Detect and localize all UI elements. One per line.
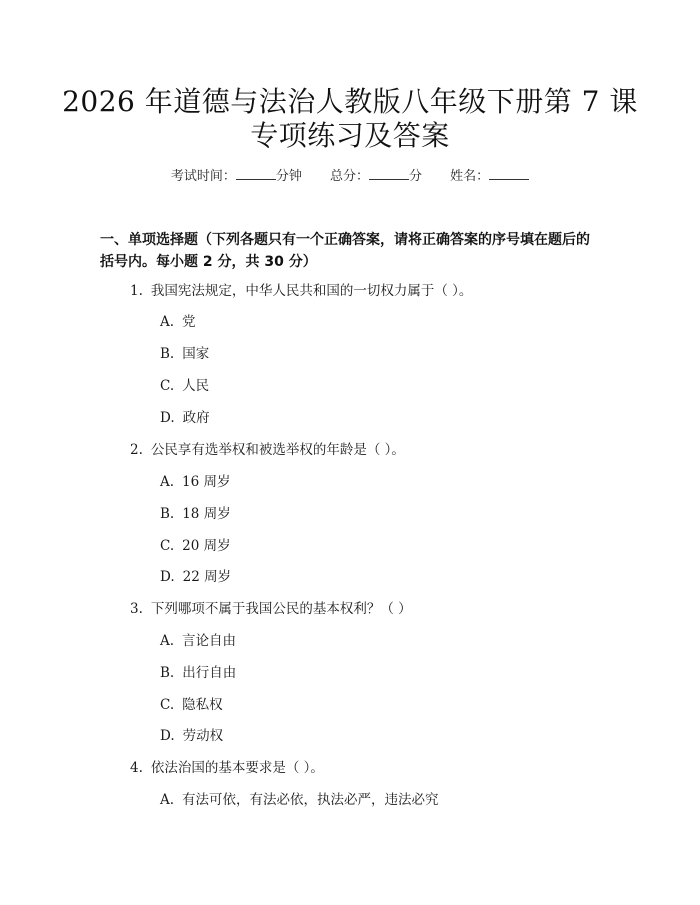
- option-a: [160, 791, 439, 809]
- option-d: [160, 568, 231, 586]
- option-letter: C.: [160, 538, 175, 554]
- total-score-blank: [369, 168, 409, 180]
- option-text: 16 周岁: [182, 474, 231, 490]
- option-letter: B.: [160, 346, 175, 362]
- question-number: 2.: [130, 442, 143, 458]
- question-number: 4.: [130, 760, 143, 776]
- option-text: 隐私权: [182, 697, 223, 713]
- option-b: [160, 345, 209, 363]
- question-number: 1.: [130, 283, 143, 299]
- question-text: 依法治国的基本要求是（ ）。: [150, 760, 324, 776]
- exam-time-unit: 分钟: [275, 169, 302, 184]
- option-letter: A.: [160, 314, 175, 330]
- option-letter: A.: [160, 792, 175, 808]
- total-score-field: [330, 169, 426, 184]
- option-text: 出行自由: [182, 665, 237, 681]
- question-text: 下列哪项不属于我国公民的基本权利？（ ）: [150, 601, 412, 617]
- option-text: 国家: [182, 346, 210, 362]
- option-text: 22 周岁: [182, 569, 232, 585]
- option-a: [160, 473, 231, 491]
- name-field: [450, 169, 529, 184]
- question-number: 3.: [130, 601, 143, 617]
- option-letter: A.: [160, 474, 175, 490]
- option-text: 言论自由: [182, 633, 237, 649]
- option-c: [160, 696, 223, 714]
- name-label: 姓名：: [450, 169, 490, 184]
- question-3: [130, 600, 412, 618]
- question-text: 我国宪法规定，中华人民共和国的一切权力属于（ ）。: [150, 283, 473, 299]
- name-blank: [489, 168, 529, 180]
- option-text: 党: [182, 314, 196, 330]
- exam-time-field: [171, 169, 306, 184]
- option-c: [160, 537, 231, 555]
- total-score-unit: 分: [409, 169, 423, 184]
- option-text: 政府: [182, 410, 210, 426]
- option-letter: B.: [160, 506, 175, 522]
- option-b: [160, 505, 231, 523]
- option-c: [160, 377, 209, 395]
- option-a: [160, 632, 236, 650]
- option-text: 有法可依，有法必依，执法必严，违法必究: [182, 792, 439, 808]
- option-letter: A.: [160, 633, 175, 649]
- option-d: [160, 409, 210, 427]
- document-title-line-2: 专项练习及答案: [250, 119, 450, 152]
- question-1: [130, 282, 472, 300]
- question-4: [130, 759, 324, 777]
- option-b: [160, 664, 236, 682]
- option-text: 劳动权: [182, 728, 224, 744]
- option-letter: C.: [160, 697, 175, 713]
- option-letter: D.: [160, 569, 175, 585]
- option-letter: C.: [160, 378, 175, 394]
- option-letter: B.: [160, 665, 175, 681]
- option-d: [160, 727, 223, 745]
- question-text: 公民享有选举权和被选举权的年龄是（ ）。: [150, 442, 405, 458]
- document-title-line-1: 2026 年道德与法治人教版八年级下册第 7 课: [62, 85, 638, 118]
- exam-info-row: [0, 168, 700, 186]
- section-heading: 一、单项选择题（下列各题只有一个正确答案，请将正确答案的序号填在题后的括号内。每小题 2 分，共 30 分）: [100, 232, 590, 270]
- option-a: [160, 313, 196, 331]
- option-letter: D.: [160, 410, 175, 426]
- exam-time-label: 考试时间：: [170, 169, 236, 184]
- option-letter: D.: [160, 728, 175, 744]
- option-text: 人民: [182, 378, 210, 394]
- total-score-label: 总分：: [329, 169, 369, 184]
- exam-time-blank: [236, 168, 276, 180]
- option-text: 18 周岁: [182, 506, 231, 522]
- question-2: [130, 441, 405, 459]
- option-text: 20 周岁: [182, 538, 231, 554]
